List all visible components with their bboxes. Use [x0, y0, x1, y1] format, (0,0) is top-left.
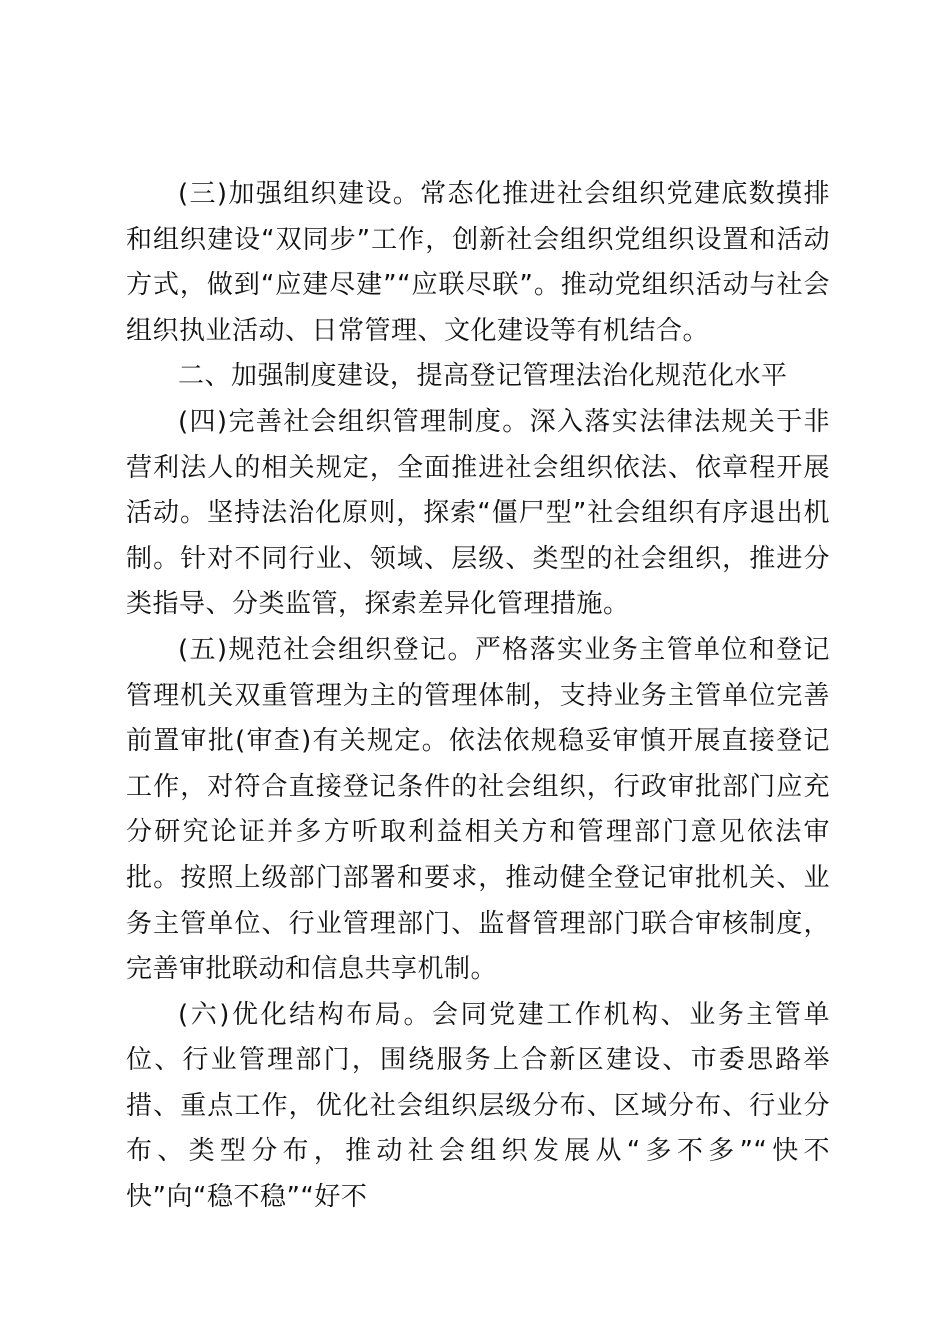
section-heading-institution-building: 二、加强制度建设，提高登记管理法治化规范化水平 — [178, 361, 788, 392]
paragraph-registration: (五)规范社会组织登记。严格落实业务主管单位和登记管理机关双重管理为主的管理体制，支持业务主管单位完善前置审批(审查)有关规定。依法依规稳妥审慎开展直接登记工作，对符合直接登记条件的社会组织，行政审批部门应充分研究论证并多方听取利益相关方和管理部门意见依法审批。按照上级部门部署和要求，推动健全登记审批机关、业务主管单位、行业管理部门、监督管理部门联合审核制度，完善审批联动和信息共享机制。 — [126, 634, 830, 985]
paragraph-management-system: (四)完善社会组织管理制度。深入落实法律法规关于非营利法人的相关规定，全面推进社会组织依法、依章程开展活动。坚持法治化原则，探索“僵尸型”社会组织有序退出机制。针对不同行业、领域、层级、类型的社会组织，推进分类指导、分类监管，探索差异化管理措施。 — [126, 406, 830, 620]
paragraph-organization-building: (三)加强组织建设。常态化推进社会组织党建底数摸排和组织建设“双同步”工作，创新社会组织党组织设置和活动方式，做到“应建尽建”“应联尽联”。推动党组织活动与社会组织执业活动、日常管理、文化建设等有机结合。 — [126, 179, 830, 346]
document-body — [126, 172, 830, 1221]
paragraph-structure-layout: (六)优化结构布局。会同党建工作机构、业务主管单位、行业管理部门，围绕服务上合新区建设、市委思路举措、重点工作，优化社会组织层级分布、区域分布、行业分布、类型分布，推动社会组织发展从“多不多”“快不快”向“稳不稳”“好不 — [126, 999, 830, 1213]
